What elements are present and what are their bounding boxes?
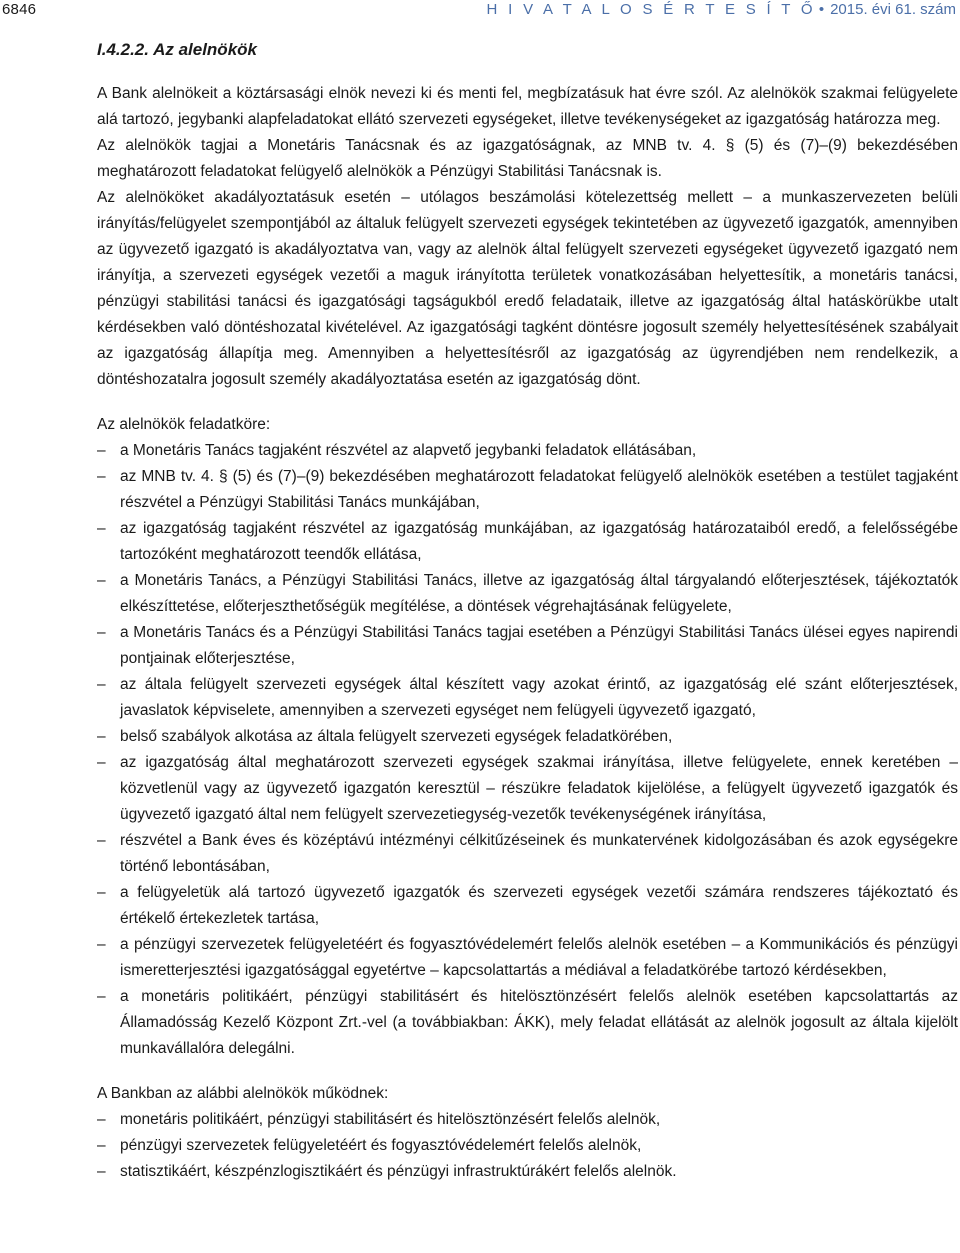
dash-bullet: –	[97, 1137, 106, 1154]
spacer	[97, 393, 958, 412]
list-item-text: részvétel a Bank éves és középtávú intézményi célkitűzéseinek és munkatervének kidolgozásában és azok egységekre történő lebontásában,	[120, 832, 958, 875]
list-item	[97, 1133, 958, 1159]
list-item	[97, 932, 958, 984]
list-item	[97, 568, 958, 620]
list-item	[97, 464, 958, 516]
list-item	[97, 516, 958, 568]
issue-label: 2015. évi 61. szám	[830, 1, 956, 18]
dash-bullet: –	[97, 624, 106, 641]
list-item-text: a felügyeletük alá tartozó ügyvezető igazgatók és szervezeti egységek vezetői számára rendszeres tájékoztató és értékelő értekezletek tartása,	[120, 884, 958, 927]
list-item-text: az igazgatóság tagjaként részvétel az igazgatóság munkájában, az igazgatóság határozataiból eredő, a felelősségébe tartozóként meghatározott teendők ellátása,	[120, 520, 958, 563]
document-body	[97, 38, 958, 1185]
dash-bullet: –	[97, 1163, 106, 1180]
list-item-text: a monetáris politikáért, pénzügyi stabilitásért és hitelösztönzésért felelős alelnök esetében kapcsolattartás az Államadósság Kezelő Központ Zrt.-vel (a továbbiakban: ÁKK), mely feladat ellátását az alelnök jogosult az általa kijelölt munkavállalóra delegálni.	[120, 988, 958, 1057]
list-item-text: a Monetáris Tanács tagjaként részvétel az alapvető jegybanki feladatok ellátásában,	[120, 442, 697, 459]
dash-bullet: –	[97, 884, 106, 901]
list-item-text: pénzügyi szervezetek felügyeletéért és fogyasztóvédelemért felelős alelnök,	[120, 1137, 642, 1154]
vice-presidents-heading: A Bankban az alábbi alelnökök működnek:	[97, 1085, 389, 1102]
page-header	[0, 0, 960, 24]
list-item	[97, 672, 958, 724]
dash-bullet: –	[97, 754, 106, 771]
list-item-text: a Monetáris Tanács és a Pénzügyi Stabilitási Tanács tagjai esetében a Pénzügyi Stabilitási Tanács ülései egyes napirendi pontjainak előterjesztése,	[120, 624, 958, 667]
spacer	[97, 62, 958, 81]
spacer	[97, 1062, 958, 1081]
list-item	[97, 984, 958, 1062]
list-item	[97, 828, 958, 880]
duties-list	[97, 438, 958, 1062]
list-item-text: az MNB tv. 4. § (5) és (7)–(9) bekezdésében meghatározott feladatokat felügyelő alelnökök esetében a testület tagjaként részvétel a Pénzügyi Stabilitási Tanács munkájában,	[120, 468, 958, 511]
list-item	[97, 880, 958, 932]
paragraph: Az alelnököket akadályoztatásuk esetén – utólagos beszámolási kötelezettség mellett – a munkaszervezeten belüli irányítás/felügyelet szempontjából az általuk felügyelt szervezeti egységek tekintetében az ügyvezető igazgatók, amennyiben az ügyvezető igazgató is akadályoztatva van, vagy az alelnök által felügyelt szervezeti egységeket ügyvezető igazgató nem irányítja, a szervezeti egységek vezetői a maguk irányította területek vonatkozásában helyettesítik, a monetáris tanácsi, pénzügyi stabilitási tanácsi és igazgatósági tagságukból eredő feladataik, illetve az igazgatóság által hatáskörükbe utalt kérdésekben való döntéshozatal kivételével. Az igazgatósági tagként döntésre jogosult személy helyettesítésének szabályait az igazgatóság állapítja meg. Amennyiben a helyettesítésről az igazgatóság az ügyrendjében nem rendelkezik, a döntéshozatalra jogosult személy akadályoztatása esetén az igazgatóság dönt.	[97, 189, 958, 388]
dash-bullet: –	[97, 988, 106, 1005]
journal-name: H I V A T A L O S É R T E S Í T Ő	[486, 1, 816, 18]
page-number: 6846	[2, 1, 37, 18]
dash-bullet: –	[97, 832, 106, 849]
section-title: I.4.2.2. Az alelnökök	[97, 40, 257, 59]
separator-dot: •	[818, 1, 825, 18]
list-item-text: statisztikáért, készpénzlogisztikáért és pénzügyi infrastruktúrákért felelős alelnök.	[120, 1163, 677, 1180]
duties-heading: Az alelnökök feladatköre:	[97, 416, 271, 433]
dash-bullet: –	[97, 676, 106, 693]
list-item-text: az általa felügyelt szervezeti egységek által készített vagy azokat érintő, az igazgatóság elé szánt előterjesztések, javaslatok képviselete, amennyiben a szervezeti egységet nem felügyeli ügyvezető igazgató,	[120, 676, 958, 719]
list-item	[97, 750, 958, 828]
list-item-text: monetáris politikáért, pénzügyi stabilitásért és hitelösztönzésért felelős alelnök,	[120, 1111, 661, 1128]
list-item	[97, 724, 958, 750]
list-item-text: az igazgatóság által meghatározott szervezeti egységek szakmai irányítása, illetve felügyelete, ennek keretében – közvetlenül vagy az ügyvezető igazgatón keresztül – részükre feladatok kijelölése, a felügyelt ügyvezető igazgatók és ügyvezető igazgató által nem felügyelt szervezetiegység-vezetők tevékenységének irányítása,	[120, 754, 958, 823]
dash-bullet: –	[97, 572, 106, 589]
list-item-text: a Monetáris Tanács, a Pénzügyi Stabilitási Tanács, illetve az igazgatóság által tárgyalandó előterjesztések, tájékoztatók elkészíttetése, előterjeszthetőségük megítélése, a döntések végrehajtásának felügyelete,	[120, 572, 958, 615]
list-item-text: belső szabályok alkotása az általa felügyelt szervezeti egységek feladatkörében,	[120, 728, 673, 745]
paragraph: Az alelnökök tagjai a Monetáris Tanácsnak és az igazgatóságnak, az MNB tv. 4. § (5) és (7)–(9) bekezdésében meghatározott feladatokat felügyelő alelnökök a Pénzügyi Stabilitási Tanácsnak is.	[97, 137, 958, 180]
dash-bullet: –	[97, 936, 106, 953]
list-item-text: a pénzügyi szervezetek felügyeletéért és fogyasztóvédelemért felelős alelnök esetében – a Kommunikációs és pénzügyi ismeretterjesztési igazgatósággal egyetértve – kapcsolattartás a médiával a feladatkörébe tartozó kérdésekben,	[120, 936, 958, 979]
list-item	[97, 438, 958, 464]
dash-bullet: –	[97, 1111, 106, 1128]
dash-bullet: –	[97, 728, 106, 745]
list-item	[97, 1159, 958, 1185]
dash-bullet: –	[97, 468, 106, 485]
list-item	[97, 620, 958, 672]
vice-presidents-list	[97, 1107, 958, 1185]
list-item	[97, 1107, 958, 1133]
dash-bullet: –	[97, 442, 106, 459]
running-title	[487, 1, 956, 18]
dash-bullet: –	[97, 520, 106, 537]
paragraph: A Bank alelnökeit a köztársasági elnök nevezi ki és menti fel, megbízatásuk hat évre szól. Az alelnökök szakmai felügyelete alá tartozó, jegybanki alapfeladatokat ellátó szervezeti egységeket, illetve tevékenységeket az igazgatóság határozza meg.	[97, 85, 958, 128]
